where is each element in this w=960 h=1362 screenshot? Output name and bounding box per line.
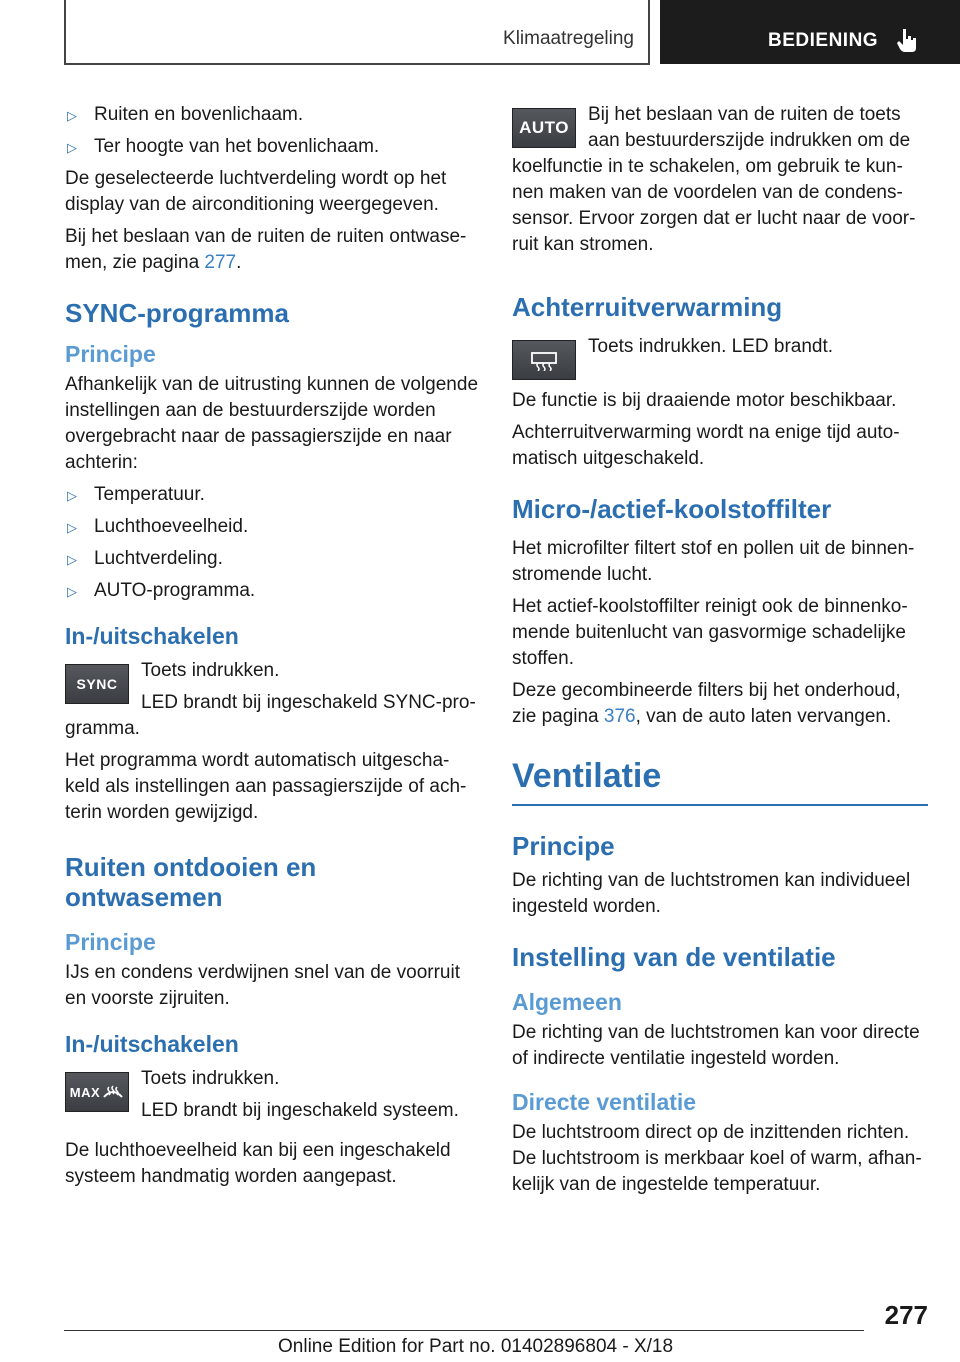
section-heading: Achterruitverwarming <box>512 292 783 322</box>
sync-button-block <box>65 658 480 742</box>
paragraph: LED brandt bij ingeschakeld systeem. <box>141 1100 459 1121</box>
rear-window-heating-icon <box>529 349 559 371</box>
pointing-hand-icon <box>893 26 921 54</box>
triangle-bullet-icon: ▷ <box>67 488 77 503</box>
max-defrost-button-image: MAX <box>65 1072 129 1112</box>
paragraph: De luchthoeveelheid kan bij een ingeschakeld systeem handmatig worden aangepast. <box>65 1140 451 1187</box>
list-item: ▷ Temperatuur. <box>65 482 480 508</box>
paragraph: Het microfilter filtert stof en pollen uit de binnen‐stromende lucht. <box>512 538 915 585</box>
list-item: ▷ Ter hoogte van het bovenlichaam. <box>65 134 480 160</box>
subsection-heading: Principe <box>65 341 156 367</box>
section-heading: Instelling van de ventilatie <box>512 942 836 972</box>
header-divider <box>64 0 66 64</box>
header-section-title: Klimaatregeling <box>503 28 634 49</box>
paragraph: Bij het beslaan van de ruiten de ruiten ontwase‐men, zie pagina 277. <box>65 226 467 273</box>
triangle-bullet-icon: ▷ <box>67 552 77 567</box>
paragraph: Het actief-koolstoffilter reinigt ook de binnenko‐mende buitenlucht van gasvormige schadelijke stoffen. <box>512 596 908 669</box>
page-link[interactable]: 376 <box>603 706 636 727</box>
paragraph: Toets indrukken. <box>141 660 280 681</box>
section-heading: Micro-/actief-koolstoffilter <box>512 494 832 524</box>
right-column <box>512 102 928 1204</box>
subsection-heading: Directe ventilatie <box>512 1089 697 1115</box>
paragraph: De functie is bij draaiende motor beschikbaar. <box>512 390 897 411</box>
subsection-heading: Principe <box>512 831 615 861</box>
auto-button-image: AUTO <box>512 108 576 148</box>
list-item: ▷ Luchtverdeling. <box>65 546 480 572</box>
paragraph: De luchtstroom direct op de inzittenden richten. De luchtstroom is merkbaar koel of warm, afhan‐kelijk van de ingestelde temperatuur. <box>512 1122 922 1195</box>
header-divider <box>648 0 650 64</box>
paragraph: De richting van de luchtstromen kan individueel ingesteld worden. <box>512 870 911 917</box>
triangle-bullet-icon: ▷ <box>67 140 77 155</box>
rear-defrost-button-block <box>512 334 928 360</box>
header-divider <box>64 63 650 65</box>
rear-window-heating-button-image <box>512 340 576 380</box>
paragraph: De richting van de luchtstromen kan voor directe of indirecte ventilatie ingesteld worden. <box>512 1022 920 1069</box>
auto-button-block <box>512 102 928 258</box>
triangle-bullet-icon: ▷ <box>67 108 77 123</box>
left-column <box>65 102 480 1196</box>
max-defrost-button-block <box>65 1066 480 1124</box>
windshield-defrost-icon <box>102 1083 124 1101</box>
paragraph: Afhankelijk van de uitrusting kunnen de volgende instellingen aan de bestuurderszijde worden overgebracht naar de passagierszijde en naar achterin: <box>65 374 479 473</box>
paragraph: IJs en condens verdwijnen snel van de voorruit en voorste zijruiten. <box>65 962 461 1009</box>
footer-divider <box>64 1330 864 1331</box>
paragraph: De geselecteerde luchtverdeling wordt op het display van de airconditioning weergegeven. <box>65 168 447 215</box>
paragraph: LED brandt bij ingeschakeld SYNC-pro‐gramma. <box>65 692 476 739</box>
paragraph: Toets indrukken. LED brandt. <box>588 336 834 357</box>
list-item: ▷ Luchthoeveelheid. <box>65 514 480 540</box>
list-item: ▷ Ruiten en bovenlichaam. <box>65 102 480 128</box>
paragraph: Bij het beslaan van de ruiten de toets aan bestuurderszijde indrukken om de koelfunctie in te schakelen, om gebruik te kun‐nen maken van de voordelen van de condens‐sensor. Ervoor zorgen dat er lucht naar de voor‐ruit kan stromen. <box>512 104 916 255</box>
list-item: ▷ AUTO-programma. <box>65 578 480 604</box>
subsection-heading: Algemeen <box>512 989 622 1015</box>
triangle-bullet-icon: ▷ <box>67 520 77 535</box>
page-number: 277 <box>884 1300 928 1330</box>
subsection-heading: In-/uitschakelen <box>65 623 239 649</box>
section-heading: SYNC-programma <box>65 298 289 328</box>
header-chapter-title: BEDIENING <box>768 30 879 51</box>
section-heading: Ruiten ontdooien en ontwasemen <box>65 852 317 912</box>
chapter-heading: Ventilatie <box>512 756 928 806</box>
page-link[interactable]: 277 <box>204 252 237 273</box>
subsection-heading: In-/uitschakelen <box>65 1031 239 1057</box>
paragraph: Deze gecombineerde filters bij het onderhoud, zie pagina 376, van de auto laten vervangen. <box>512 680 901 727</box>
sync-button-image: SYNC <box>65 664 129 704</box>
subsection-heading: Principe <box>65 929 156 955</box>
footer-edition: Online Edition for Part no. 01402896804 - X/18 <box>278 1336 674 1357</box>
triangle-bullet-icon: ▷ <box>67 584 77 599</box>
paragraph: Het programma wordt automatisch uitgescha‐keld als instellingen aan passagierszijde of ach‐terin worden gewijzigd. <box>65 750 467 823</box>
paragraph: Toets indrukken. <box>141 1068 280 1089</box>
page-header <box>0 0 960 66</box>
paragraph: Achterruitverwarming wordt na enige tijd auto‐matisch uitgeschakeld. <box>512 422 900 469</box>
